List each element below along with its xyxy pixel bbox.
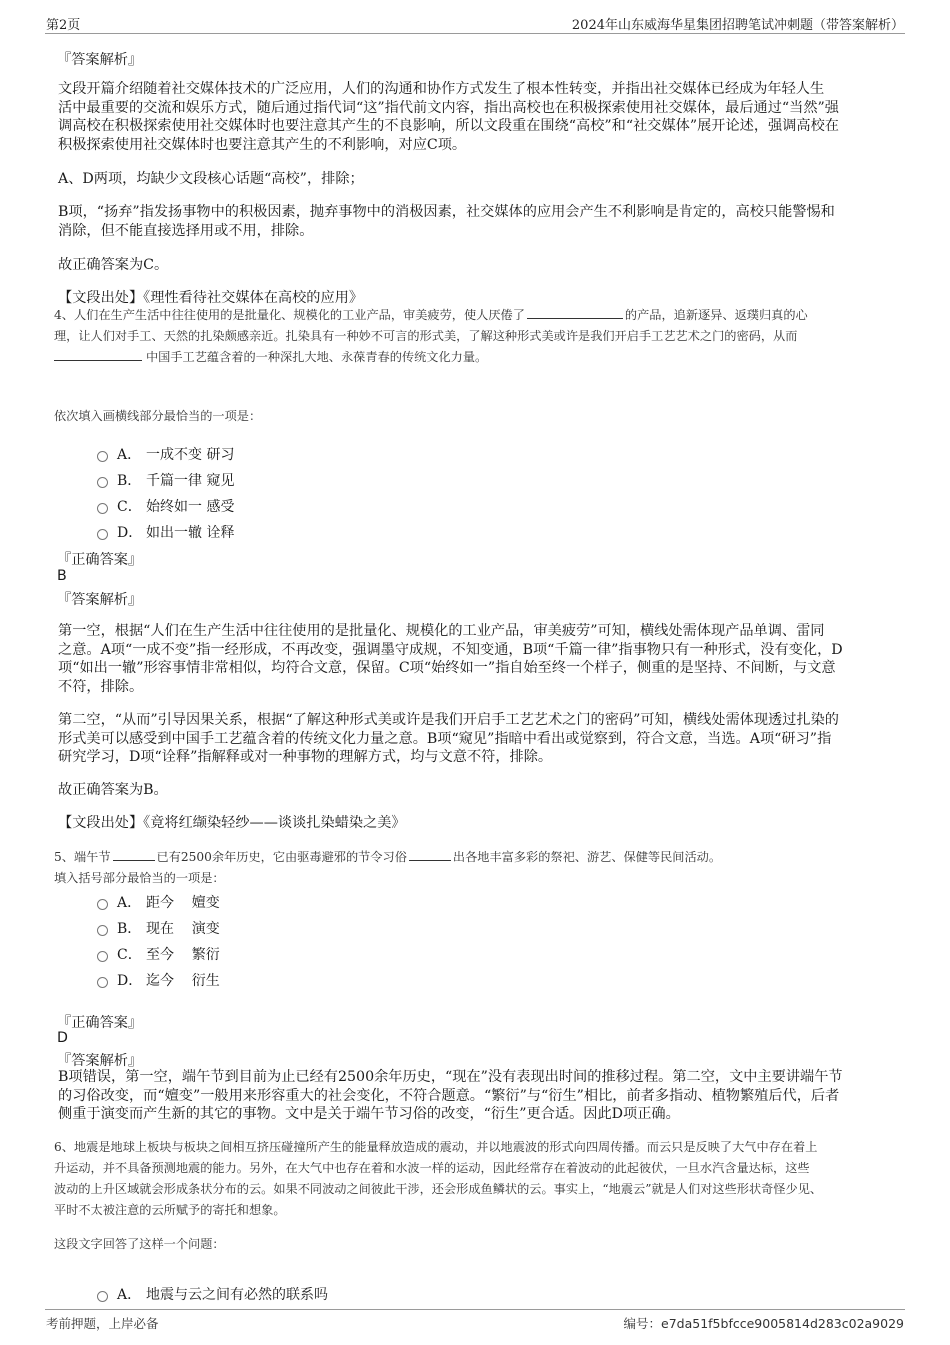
- q4-option-c[interactable]: C． 始终如一 感受: [97, 496, 234, 516]
- footer-divider: [45, 1309, 905, 1310]
- radio-icon[interactable]: [97, 477, 108, 488]
- q3-conclusion: 故正确答案为C。: [58, 257, 169, 273]
- q4-analysis-para-1: 第一空，根据“人们在生产生活中往往使用的是批量化、规模化的工业产品，审美疲劳”可知，横线处需体现产品单调、雷同 之意。A项“一成不变”指一经形成，不再改变，强调墨守成规，不知变通，B项“千篇一律”指事物只有一种形式，没有变化，D 项“如出一辙”形容事情非常相似，均符合文意，保留。C项“始终如一”指自始至终一个样子，侧重的是坚持、不间断，与文意 不符，排除。: [58, 623, 843, 695]
- q6-prompt: 这段文字回答了这样一个问题：: [54, 1237, 225, 1251]
- header-divider: [45, 33, 905, 34]
- q5-option-a[interactable]: A． 距今 嬗变: [97, 892, 220, 912]
- q6-option-a[interactable]: A． 地震与云之间有必然的联系吗: [97, 1284, 328, 1304]
- q3-b-note: B项，“扬弃”指发扬事物中的积极因素，抛弃事物中的消极因素，社交媒体的应用会产生不利影响是肯定的，高校只能警惕和 消除，但不能直接选择用或不用，排除。: [58, 204, 835, 239]
- q5-blank-1: [113, 848, 155, 861]
- q5-prompt: 填入括号部分最恰当的一项是：: [54, 871, 225, 885]
- q5-answer: D: [57, 1030, 68, 1046]
- q4-blank-2: [54, 348, 142, 361]
- radio-icon[interactable]: [97, 503, 108, 514]
- radio-icon[interactable]: [97, 899, 108, 910]
- q4-analysis-para-2: 第二空，“从而”引导因果关系，根据“了解这种形式美或许是我们开启手工艺艺术之门的密码”可知，横线处需体现透过扎染的 形式美可以感受到中国手工艺蕴含着的传统文化力量之意。B项“窥见”指暗中看出或觉察到，符合文意，当选。A项“研习”指 研究学习，D项“诠释”指解释或对一种事物的理解方式，均与文意不符，排除。: [58, 712, 839, 766]
- q5-analysis-label: 『答案解析』: [57, 1053, 143, 1069]
- q3-analysis-label: 『答案解析』: [57, 52, 143, 68]
- q4-option-a[interactable]: A． 一成不变 研习: [97, 444, 234, 464]
- page-number: 第2页: [46, 18, 81, 33]
- q4-conclusion: 故正确答案为B。: [58, 782, 168, 798]
- q5-option-b[interactable]: B． 现在 演变: [97, 918, 220, 938]
- q4-answer-label: 『正确答案』: [57, 552, 143, 568]
- q3-analysis-paragraph: 文段开篇介绍随着社交媒体技术的广泛应用，人们的沟通和协作方式发生了根本性转变，并指出社交媒体已经成为年轻人生 活中最重要的交流和娱乐方式，随后通过指代词“这”指代前文内容，指出高校也在积极探索使用社交媒体，最后通过“当然”强 调高校在积极探索使用社交媒体时也要注意其产生的不良影响，所以文段重在围绕“高校”和“社交媒体”展开论述，强调高校在 积极探索使用社交媒体时也要注意其产生的不利影响，对应C项。: [58, 81, 839, 153]
- q5-option-d[interactable]: D． 迄今 衍生: [97, 970, 220, 990]
- footer-slogan: 考前押题，上岸必备: [46, 1316, 159, 1331]
- q6-stem: 6、地震是地球上板块与板块之间相互挤压碰撞所产生的能量释放造成的震动，并以地震波的形式向四周传播。而云只是反映了大气中存在着上 升运动，并不具备预测地震的能力。另外，在大气中也存在着和水波一样的运动，因此经常存在着波动的此起彼伏，一旦水汽含量达标，这些 波动的上升区域就会形成条状分布的云。如果不同波动之间彼此干涉，还会形成鱼鳞状的云。事实上，“地震云”就是人们对这些形状奇怪少见、 平时不太被注意的云所赋予的寄托和想象。: [54, 1140, 823, 1217]
- document-title: 2024年山东威海华星集团招聘笔试冲刺题（带答案解析）: [571, 18, 904, 33]
- radio-icon[interactable]: [97, 529, 108, 540]
- q4-option-d[interactable]: D． 如出一辙 诠释: [97, 522, 234, 542]
- q4-prompt: 依次填入画横线部分最恰当的一项是：: [54, 409, 262, 423]
- q4-answer: B: [57, 568, 67, 584]
- radio-icon[interactable]: [97, 1291, 108, 1302]
- radio-icon[interactable]: [97, 951, 108, 962]
- radio-icon[interactable]: [97, 977, 108, 988]
- q5-option-c[interactable]: C． 至今 繁衍: [97, 944, 220, 964]
- document-code: 编号：e7da51f5bfcce9005814d283c02a9029: [623, 1316, 904, 1331]
- q3-ad-note: A、D两项，均缺少文段核心话题“高校”，排除；: [58, 171, 364, 187]
- q5-blank-2: [409, 848, 451, 861]
- q5-stem: 5、端午节 已有2500余年历史，它由驱毒避邪的节令习俗 出各地丰富多彩的祭祀、游艺、保健等民间活动。: [54, 850, 722, 864]
- q5-analysis-paragraph: B项错误，第一空，端午节到目前为止已经有2500余年历史，“现在”没有表现出时间的推移过程。第二空，文中主要讲端午节 的习俗改变，而“嬗变”一般用来形容重大的社会变化，不符合题意。“繁衍”与“衍生”相比，前者多指动、植物繁殖后代，后者 侧重于演变而产生新的其它的事物。文中是关于端午节习俗的改变，“衍生”更合适。因此D项正确。: [58, 1069, 843, 1123]
- q4-source: 【文段出处】《竟将红缬染轻纱——谈谈扎染蜡染之美》: [58, 815, 406, 831]
- radio-icon[interactable]: [97, 451, 108, 462]
- radio-icon[interactable]: [97, 925, 108, 936]
- q4-blank-1: [527, 306, 623, 319]
- q3-source: 【文段出处】《理性看待社交媒体在高校的应用》: [58, 290, 364, 306]
- q4-option-b[interactable]: B． 千篇一律 窥见: [97, 470, 234, 490]
- q5-answer-label: 『正确答案』: [57, 1015, 143, 1031]
- q4-analysis-label: 『答案解析』: [57, 592, 143, 608]
